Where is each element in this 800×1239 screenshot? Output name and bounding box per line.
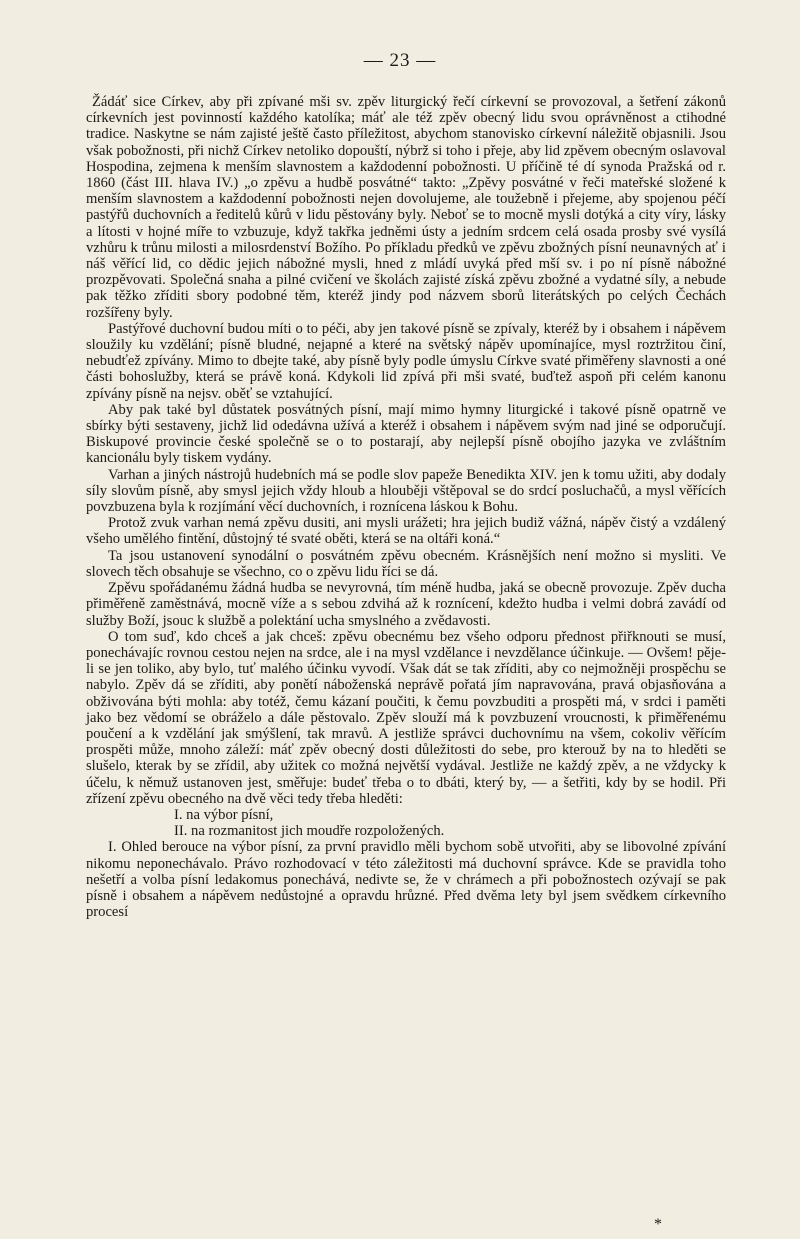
paragraph-7: Zpěvu spořádanému žádná hudba se nevyrovná, tím méně hudba, jaká se obecně provozuje. Zpěv ducha přiměřeně zaměstnává, mocně víže a s sebou zdvihá až k roznícení, kdežto hudba i velmi dobrá zavádí od služby Boží, jsouc k službě a polektání ucha smyslného a zvědavosti.	[86, 580, 726, 629]
list-item-2: II. na rozmanitost jich moudře rozpoložených.	[174, 823, 445, 840]
paragraph-4: Varhan a jiných nástrojů hudebních má se podle slov papeže Benedikta XIV. jen k tomu užiti, aby dodaly síly slovům písně, aby smysl jejich vždy hloub a hlouběji vštěpoval se do srdcí posluchačů, a mysl věřících povzbuzena byla k rozjímání věcí duchovních, i roznícena láskou k Bohu.	[86, 466, 726, 516]
list-item-1: I. na výbor písní,	[174, 806, 274, 823]
signature-mark: *	[654, 1216, 662, 1233]
paragraph-6: Ta jsou ustanovení synodální o posvátném zpěvu obecném. Krásnějších není možno si mysliti. Ve slovech těch obsahuje se všechno, co o zpěvu lidu říci se dá.	[86, 547, 726, 580]
paragraph-5: Protož zvuk varhan nemá zpěvu dusiti, ani mysli urážeti; hra jejich budiž vážná, nápěv čistý a vzdálený všeho umělého fintění, důstojný té svaté oběti, která se na oltáři koná.“	[86, 515, 726, 548]
page-number: — 23 —	[363, 50, 437, 71]
paragraph-3: Aby pak také byl důstatek posvátných písní, mají mimo hymny liturgické i takové písně opatrně ve sbírky býti sestaveny, jichž lid odedávna užívá a kteréž i obsahem i nápěvem svým nad jiné se odporučují. Biskupové provincie české společně se o to postarají, aby nejlepší písně obojího jazyka ve zvláštním kancionálu byly tiskem vydány.	[86, 401, 726, 467]
paragraph-8: O tom suď, kdo chceš a jak chceš: zpěvu obecnému bez všeho odporu přednost přiřknouti se musí, ponechávajíc rovnou cestou nejen na srdce, ale i na mysl vzdělance i nevzdělance účinkuje. — Ovšem! pěje-li se jen toliko, aby bylo, tuť malého účinku vyvodí. Však dát se tak zříditi, aby co nejmožněji prospěchu se nabylo. Zpěv dá se zříditi, aby ponětí náboženská neprávě pořatá jím napravována, pravá objasňována a obživována býti mohla: aby totéž, čemu kázaní poučiti, k čemu povzbuditi a prospěti má, v srdci i paměti jako bez vědomí se obráželo a dále pěstovalo. Zpěv slouží má k povzbuzení vroucnosti, k přiměřenému poučení a k vzdělání jak smýšlení, tak mravů. A jestliže správci duchovnímu na všem, cokoliv věřícím prospěti může, mnoho záleží: máť zpěv obecný dosti důležitosti do sebe, pro kterouž by na to hleděti se slušelo, kterak by se zřídil, aby užitek co možná největší vydával. Jestliže ne každý zpěv, a ne vždycky k účelu, k němuž ustanoven jest, směřuje: budeť třeba o to dbáti, který by, — a šetřiti, kdy by se hodil. Při zřízení zpěvu obecného na dvě věci tedy třeba hleděti:	[86, 628, 726, 807]
paragraph-1: Žádáť sice Církev, aby při zpívané mši sv. zpěv liturgický řečí církevní se provozoval, a šetření zákonů církevních jest povinností každého katolíka; máť ale též zpěv obecný lidu svou oprávněnost a ctihodné tradice. Naskytne se nám zajisté ještě často příležitost, abychom stanovisko církevní náležitě objasnili. Jsou však pobožnosti, při nichž Církev netoliko dopouští, nýbrž si toho i přeje, aby lid zpěvem obecným oslavoval Hospodina, zejmena k menším slavnostem a každodenní pobožnosti. U příčině té dí synoda Pražská od r. 1860 (část III. hlava IV.) „o zpěvu a hudbě posvátné“ takto: „Zpěvy posvátné v řeči mateřské složené k menším slavnostem a každodenní pobožnosti nejen dovolujeme, ale toužebně i přejeme, aby spojenou péčí pastýřů duchovních a ředitelů kůrů v lidu pěstovány byly. Neboť se to mocně mysli dotýká a city víry, lásky a lítosti v hojné míře to vzbuzuje, když takřka jedněmi ústy a jedním srdcem celá osada prosby své vysílá vzhůru k trůnu milosti a milosrdenství Božího. Po příkladu předků ve zpěvu zbožných písní neunavných ať i náš věřící lid, co dědic jejich nábožné mysli, hned z mládí uvyká před mší sv. i po ní písně nábožné prozpěvovati. Společná snaha a pilné cvičení ve školách zajisté získá zpěvu zbožné a vydatné síly, a nebude pak těžko zříditi sbory podobné těm, kteréž jindy pod názvem sborů literátských po celých Čechách rozšířeny byly.	[86, 94, 726, 321]
paragraph-2: Pastýřové duchovní budou míti o to péči, aby jen takové písně se zpívaly, kteréž by i obsahem i nápěvem sloužily ku vzdělání; písně bludné, nejapné a které na světský nápěv upomínajíce, mysl roztržitou činí, nebudťež zpívány. Mimo to dbejte také, aby písně byly podle úmyslu Církve svaté přiměřeny slavnosti a oné části bohoslužby, která se právě koná. Kdykoli lid zpívá při mši svaté, buďtež aspoň při celém kanonu zpívány písně na nejsv. oběť se vztahující.	[86, 320, 726, 402]
closing-paragraph: I. Ohled berouce na výbor písní, za první pravidlo měli bychom sobě utvořiti, aby se libovolné zpívání nikomu neponechávalo. Právo rozhodovací v této záležitosti má duchovní správce. Kde se pravidla toho nešetří a volba písní ledakomus ponechává, nedivte se, že v chrámech a při pobožnostech ozývají se pak písně i obsahem a nápěvem nedůstojné a opravdu hrůzné. Před dvěma lety byl jsem svědkem církevního procesí	[86, 839, 726, 921]
body-text	[86, 94, 726, 920]
